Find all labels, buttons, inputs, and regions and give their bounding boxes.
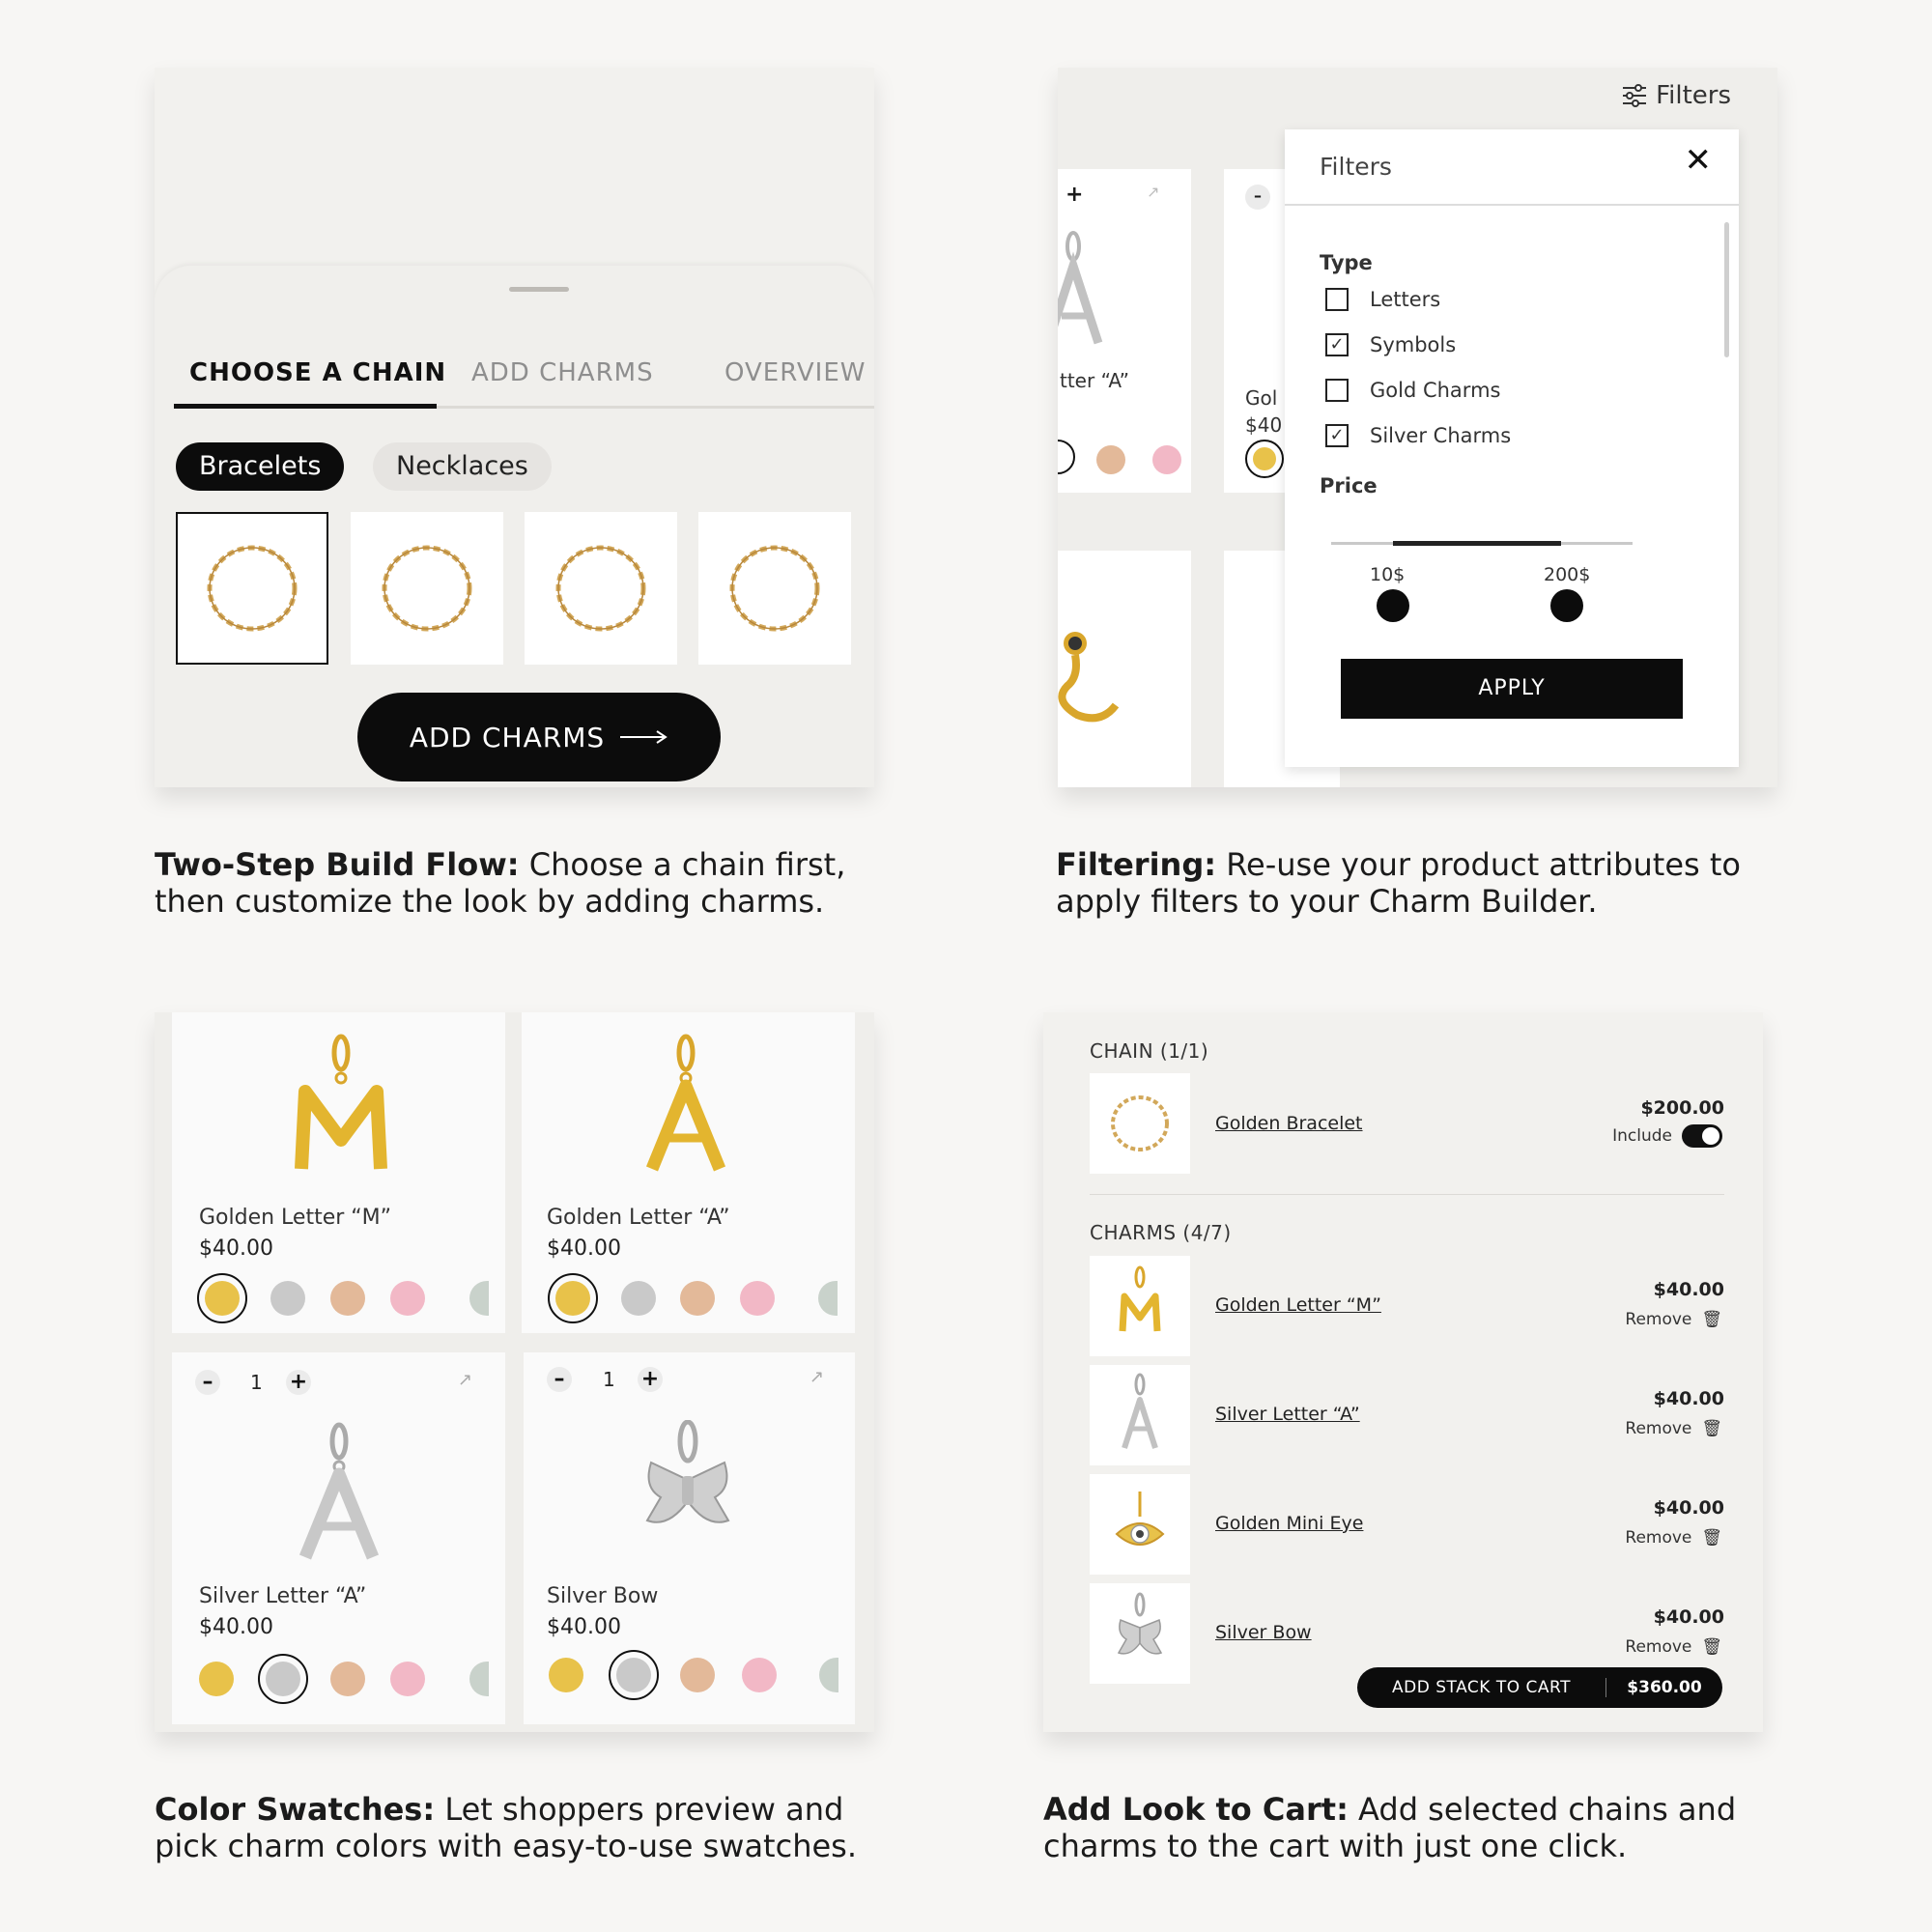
chain-bracelet-icon [698,512,851,665]
swatch-pink[interactable] [1152,445,1181,474]
swatch-rose-gold[interactable] [680,1281,715,1316]
swatch-sage[interactable] [469,1662,489,1696]
minus-icon[interactable]: – [195,1370,220,1395]
product-card-partial [1058,169,1191,493]
filtering-panel [1058,68,1777,787]
product-price: $40.00 [199,1236,273,1261]
caption-color-swatches [155,1791,889,1864]
swatch-gold [1253,447,1276,470]
type-label: Type [1320,251,1373,274]
remove-label: Remove [1625,1419,1692,1438]
filter-option-symbols[interactable] [1325,333,1456,356]
close-icon[interactable]: ✕ [1684,141,1712,180]
product-name: Silver Bow [547,1584,659,1608]
pill-necklaces[interactable]: Necklaces [373,442,552,491]
golden-letter-m-image [288,1032,394,1177]
product-price: $40.00 [547,1236,621,1261]
modal-title: Filters [1320,153,1392,181]
swatch-rose[interactable] [1096,445,1125,474]
add-charms-button[interactable] [357,693,721,781]
option-label: Silver Charms [1370,424,1512,447]
filter-sliders-icon [1621,83,1648,108]
charm-price: $40.00 [1653,1606,1724,1628]
build-flow-panel [155,68,874,787]
product-name: tter “A” [1060,369,1129,392]
product-card[interactable] [172,1012,505,1333]
bottom-sheet [155,266,874,787]
arrow-right-icon [620,729,668,745]
option-label: Letters [1370,288,1441,311]
swatch-rose-gold[interactable] [330,1281,365,1316]
checkbox-checked[interactable] [1325,424,1349,447]
golden-letter-m-image [1090,1256,1190,1356]
swatch-selected[interactable] [1058,440,1075,474]
external-link-icon[interactable]: ↗ [1147,183,1160,201]
remove-label: Remove [1625,1310,1692,1329]
remove-button[interactable] [1625,1528,1722,1548]
swatch-pink[interactable] [390,1281,425,1316]
tab-add-charms[interactable]: ADD CHARMS [471,358,654,387]
quantity-value: 1 [250,1371,263,1394]
swatch-ring[interactable] [1245,440,1284,478]
option-label: Symbols [1370,333,1457,356]
external-link-icon[interactable]: ↗ [810,1367,825,1387]
pill-bracelets[interactable]: Bracelets [176,442,344,491]
include-toggle-row[interactable] [1612,1124,1722,1148]
silver-letter-a-image [286,1420,392,1565]
plus-icon[interactable]: + [1065,183,1084,207]
external-link-icon[interactable]: ↗ [458,1370,473,1390]
charm-price: $40.00 [1653,1279,1724,1300]
add-stack-to-cart-button[interactable] [1357,1667,1722,1708]
product-name: Golden Letter “A” [547,1206,730,1230]
chain-option[interactable] [351,512,503,665]
silver-letter-a-image [1090,1365,1190,1465]
modal-scrollbar[interactable] [1724,222,1729,357]
option-label: Gold Charms [1370,379,1501,402]
caption-filtering [1056,846,1790,920]
filters-button-label: Filters [1656,81,1731,110]
swatch-gold[interactable] [205,1281,240,1316]
trash-icon: 🗑 [1701,1528,1722,1548]
tab-overview[interactable]: OVERVIEW [724,358,867,387]
charm-price: $40.00 [1653,1388,1724,1409]
swatch-rose-gold[interactable] [330,1662,365,1696]
caption-text: Let shoppers preview and pick charm colors with easy-to-use swatches. [155,1791,857,1864]
price-min-label: 10$ [1370,564,1406,585]
swatch-silver[interactable] [616,1658,651,1692]
swatch-gold[interactable] [199,1662,234,1696]
filter-option-gold-charms[interactable] [1325,379,1500,402]
swatch-gold[interactable] [555,1281,590,1316]
golden-letter-a-image [633,1032,739,1177]
checkmark-icon: ✓ [1329,425,1345,445]
chain-bracelet-icon [1090,1073,1190,1174]
cart-button-label: ADD STACK TO CART [1392,1678,1571,1697]
swatch-sage[interactable] [819,1658,838,1692]
charm-thumbnail [1090,1365,1190,1465]
product-price: $40 [1245,413,1283,437]
add-charms-label: ADD CHARMS [409,721,606,753]
caption-title: Color Swatches: [155,1791,436,1828]
silver-bow-image [1090,1583,1190,1684]
include-toggle[interactable] [1682,1124,1722,1148]
checkbox[interactable] [1325,379,1349,402]
swatch-pink[interactable] [390,1662,425,1696]
minus-icon[interactable]: – [1245,185,1270,210]
chain-section-header: CHAIN (1/1) [1090,1039,1209,1063]
charm-price: $40.00 [1653,1497,1724,1519]
plus-icon[interactable]: + [638,1367,663,1392]
chain-price: $200.00 [1640,1097,1724,1119]
include-label: Include [1612,1126,1672,1146]
tab-choose-a-chain[interactable]: CHOOSE A CHAIN [189,358,447,387]
price-label: Price [1320,474,1378,497]
filters-button[interactable] [1621,81,1731,110]
charm-name-link[interactable]: Golden Mini Eye [1215,1513,1364,1534]
remove-button[interactable] [1625,1310,1722,1329]
trash-icon: 🗑 [1701,1310,1722,1329]
charm-thumbnail [1090,1256,1190,1356]
product-name: Silver Letter “A” [199,1584,367,1608]
caption-title: Add Look to Cart: [1043,1791,1349,1828]
caption-title: Filtering: [1056,846,1217,883]
price-min-handle[interactable] [1377,589,1409,622]
remove-button[interactable] [1625,1637,1722,1657]
swatch-gold[interactable] [549,1658,583,1692]
caption-build-flow [155,846,889,920]
trash-icon: 🗑 [1701,1419,1722,1438]
section-divider [1090,1194,1724,1195]
product-price: $40.00 [547,1615,621,1639]
product-name: Golden Letter “M” [199,1206,392,1230]
product-card[interactable] [524,1352,855,1724]
chain-option[interactable] [525,512,677,665]
modal-divider [1285,204,1739,206]
price-range-fill [1393,541,1561,546]
filter-option-letters[interactable] [1325,288,1440,311]
product-price: $40.00 [199,1615,273,1639]
filter-option-silver-charms[interactable] [1325,424,1511,447]
remove-label: Remove [1625,1637,1692,1657]
price-max-handle[interactable] [1550,589,1583,622]
product-card[interactable] [172,1352,505,1724]
chain-option[interactable] [176,512,328,665]
product-card[interactable] [522,1012,855,1333]
minus-icon[interactable]: – [547,1367,572,1392]
chain-bracelet-icon [351,512,503,665]
caption-add-to-cart [1043,1791,1777,1864]
swatch-silver[interactable] [621,1281,656,1316]
swatch-silver[interactable] [266,1662,300,1696]
swatch-rose-gold[interactable] [680,1658,715,1692]
remove-label: Remove [1625,1528,1692,1548]
checkmark-icon: ✓ [1329,334,1345,355]
product-card-partial [1058,551,1191,787]
checkbox-checked[interactable] [1325,333,1349,356]
cart-total: $360.00 [1627,1678,1702,1697]
swatch-pink[interactable] [742,1658,777,1692]
charm-name-link[interactable]: Golden Letter “M” [1215,1294,1381,1316]
sheet-drag-handle[interactable] [509,287,569,292]
swatch-silver[interactable] [270,1281,305,1316]
trash-icon: 🗑 [1701,1637,1722,1657]
apply-button[interactable]: APPLY [1341,659,1683,719]
chain-bracelet-icon [178,514,327,663]
swatch-sage[interactable] [818,1281,838,1316]
checkbox[interactable] [1325,288,1349,311]
plus-icon[interactable]: + [286,1370,311,1395]
golden-eye-image [1090,1474,1190,1575]
color-swatches-panel [155,1012,874,1732]
caption-text: Choose a chain first, then customize the look by adding charms. [155,846,846,920]
swatch-sage[interactable] [469,1281,489,1316]
quantity-value: 1 [603,1368,615,1391]
charm-name-link[interactable]: Silver Bow [1215,1622,1312,1643]
silver-bow-image [639,1420,736,1546]
caption-title: Two-Step Build Flow: [155,846,520,883]
active-tab-indicator [174,404,437,409]
chain-name-link[interactable]: Golden Bracelet [1215,1113,1363,1134]
chain-thumbnail [1090,1073,1190,1174]
caption-text: Add selected chains and charms to the cart with just one click. [1043,1791,1737,1864]
golden-charm-image [1058,628,1125,734]
product-name: Gol [1245,386,1278,410]
filters-modal [1285,129,1739,767]
charm-name-link[interactable]: Silver Letter “A” [1215,1404,1360,1425]
charm-thumbnail [1090,1474,1190,1575]
remove-button[interactable] [1625,1419,1722,1438]
charm-thumbnail [1090,1583,1190,1684]
swatch-pink[interactable] [740,1281,775,1316]
cart-overview-panel [1043,1012,1763,1732]
silver-letter-a-image [1058,227,1116,353]
price-max-label: 200$ [1544,564,1591,585]
chain-bracelet-icon [525,512,677,665]
caption-text: Re-use your product attributes to apply filters to your Charm Builder. [1056,846,1741,920]
charms-section-header: CHARMS (4/7) [1090,1221,1232,1244]
chain-option[interactable] [698,512,851,665]
